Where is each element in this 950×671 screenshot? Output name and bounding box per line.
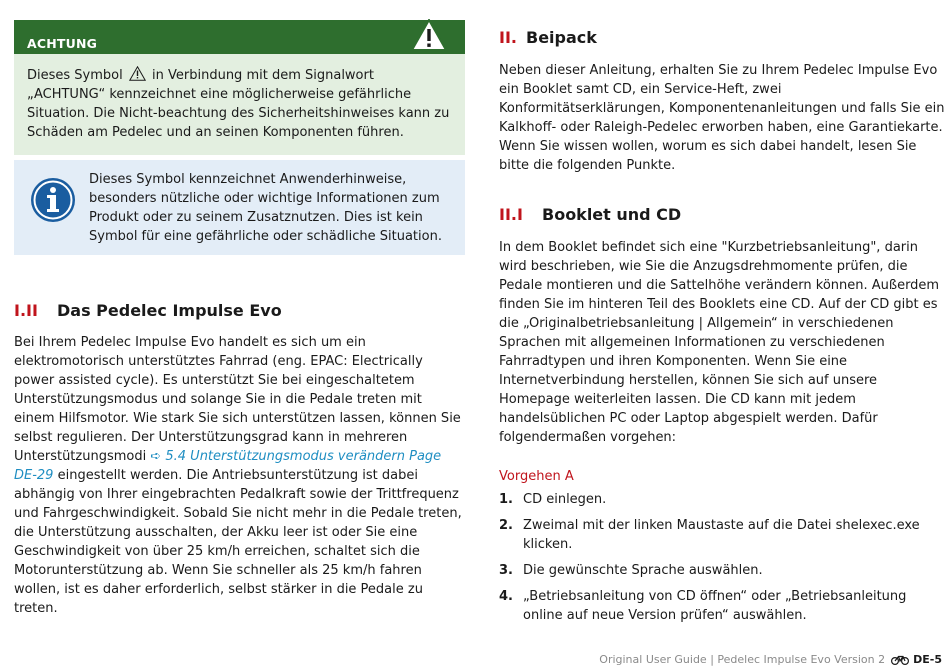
info-box [14, 160, 465, 255]
step-number: 4. [499, 589, 513, 604]
info-text: Dieses Symbol kennzeichnet Anwenderhinweise, besonders nützliche oder wichtige Informationen zum Produkt oder zu seinem Zusatznutzen. Dies ist kein Symbol für eine gefährliche oder schädliche Situation. [89, 172, 442, 244]
step-text: „Betriebsanleitung von CD öffnen“ oder „Betriebsanleitung online auf neue Version prüfen“ auswählen. [523, 589, 907, 623]
left-column [14, 20, 465, 618]
list-item [499, 516, 945, 554]
list-item [499, 561, 945, 580]
warning-triangle-icon [129, 66, 146, 81]
section-heading-2-1 [499, 205, 945, 229]
right-column [499, 20, 945, 632]
step-number: 3. [499, 563, 513, 578]
page-footer [599, 653, 942, 666]
warning-triangle-icon [411, 19, 447, 51]
step-text: CD einlegen. [523, 492, 607, 507]
step-text: Die gewünschte Sprache auswählen. [523, 563, 763, 578]
step-text: Zweimal mit der linken Maustaste auf die Datei shelexec.exe klicken. [523, 518, 920, 552]
section-1-2-paragraph [14, 333, 465, 618]
paragraph-text: eingestellt werden. Die Antriebsunterstützung ist dabei abhängig von Ihrer eingebrachten Pedalkraft sowie der Trittfrequenz und Fahrgeschwindigkeit. Sobald Sie nicht mehr in die Pedale treten, die Unterstützung ausschalten, der Akku leer ist oder Sie eine Geschwindigkeit von über 25 km/h erreichen, schaltet sich die Motorunterstützung ab. Wenn Sie schneller als 25 km/h fahren wollen, ist es daher erforderlich, selbst stärker in die Pedale zu treten. [14, 468, 462, 616]
warning-header [14, 20, 465, 54]
page-number: DE-5 [913, 653, 942, 666]
section-number: II. [499, 28, 517, 47]
bicycle-icon [891, 655, 909, 665]
section-number: II.I [499, 205, 523, 224]
warning-text-start: Dieses Symbol [27, 68, 123, 83]
paragraph-text: Bei Ihrem Pedelec Impulse Evo handelt es sich um ein elektromotorisch unterstütztes Fahrrad (eng. EPAC: Electrically power assisted cycle). Es unterstützt Sie bei eingeschaltetem Unterstützungsmodus und solange Sie in die Pedale treten mit einem Hilfsmotor. Wie stark Sie sich unterstützen lassen, können Sie selbst regulieren. Der Unterstützungsgrad kann in mehreren Unterstützungsmodi [14, 335, 461, 464]
section-2-paragraph: Neben dieser Anleitung, erhalten Sie zu Ihrem Pedelec Impulse Evo ein Booklet samt CD, ein Service-Heft, zwei Konformitätserklärungen, Komponentenanleitungen und falls Sie ein Kalkhoff- oder Raleigh-Pedelec erworben haben, eine Garantiekarte. Wenn Sie wissen wollen, worum es sich dabei handelt, lesen Sie bitte die folgenden Punkte. [499, 63, 945, 173]
warning-text-end: in Verbindung mit dem Signalwort „ACHTUNG“ kennzeichnet eine möglicherweise gefährliche Situation. Die Nicht-beachtung des Sicherheitshinweises kann zu Schäden am Pedelec und an seinen Komponenten führen. [27, 68, 450, 140]
info-icon [30, 177, 76, 223]
section-number: I.II [14, 301, 38, 320]
cross-reference-link[interactable]: ➪ 5.4 Unterstützungsmodus verändern Page DE-29 [14, 449, 442, 483]
warning-label: ACHTUNG [27, 36, 98, 51]
step-number: 2. [499, 518, 513, 533]
warning-body [14, 54, 465, 155]
procedure-steps [499, 490, 945, 625]
section-heading-2 [499, 28, 945, 52]
procedure-title: Vorgehen A [499, 469, 574, 484]
list-item [499, 490, 945, 509]
section-title: Das Pedelec Impulse Evo [57, 301, 282, 320]
list-item [499, 587, 945, 625]
section-heading-1-2 [14, 301, 465, 325]
section-2-1-paragraph: In dem Booklet befindet sich eine "Kurzbetriebsanleitung", darin wird beschrieben, wie Sie die Anzugsdrehmomente prüfen, die Pedale montieren und die Sattelhöhe verändern können. Außerdem finden Sie im hinteren Teil des Booklets eine CD. Auf der CD gibt es die „Originalbetriebsanleitung | Allgemein“ in verschiedenen Sprachen mit allgemeinen Informationen zu verschiedenen Fahrradtypen und ihren Komponenten. Wenn Sie eine Internetverbindung herstellen, können Sie sich auf unsere Homepage weiterleiten lassen. Die CD kann mit jedem handelsüblichen PC oder Laptop abgespielt werden. Dafür folgendermaßen vorgehen: [499, 240, 940, 445]
footer-text: Original User Guide | Pedelec Impulse Evo Version 2 [599, 653, 886, 666]
step-number: 1. [499, 492, 513, 507]
section-title: Beipack [526, 28, 597, 47]
section-title: Booklet und CD [542, 205, 682, 224]
